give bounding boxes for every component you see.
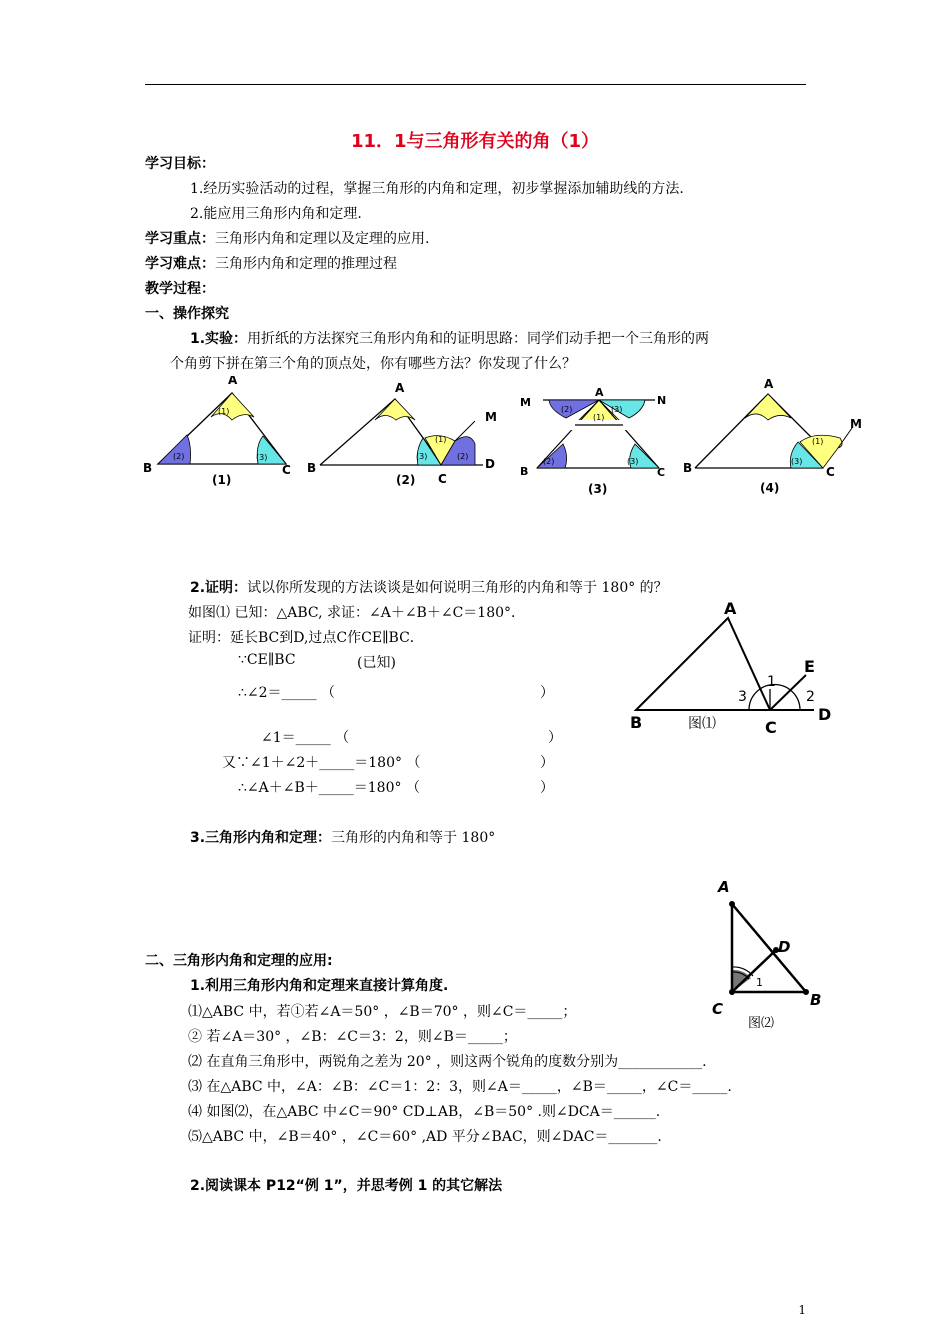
fig3-angle-2: (2) xyxy=(561,405,573,414)
fig2-app-caption: 图⑵ xyxy=(748,1016,775,1031)
page-number: 1 xyxy=(798,1303,806,1317)
question-6: ⑸△ABC 中，∠B＝40° ，∠C＝60° ,AD 平分∠BAC，则∠DAC＝_______. xyxy=(188,1129,662,1145)
goal-item-2: 2.能应用三角形内角和定理. xyxy=(190,206,362,222)
proof-step-3: ∠1＝_____ （ xyxy=(261,730,350,746)
fig2-label-b: B xyxy=(307,461,317,475)
fig2-app-label-b: B xyxy=(810,991,822,1009)
experiment-line1 xyxy=(190,328,709,348)
fig2-caption: (2) xyxy=(396,473,416,487)
fig3-angle-3b: (3) xyxy=(627,457,639,466)
section1-heading: 一、操作探究 xyxy=(145,306,229,322)
fold-figure-3 xyxy=(515,378,675,500)
fig1-angle-3: (3) xyxy=(256,453,268,462)
proof-fig-angle-3: 3 xyxy=(738,689,747,705)
fig2-label-c: C xyxy=(438,472,447,486)
proof-step-5-close: ） xyxy=(540,780,554,796)
fig2-angle-1: (1) xyxy=(435,435,447,444)
fig2-angle-2: (2) xyxy=(457,452,469,461)
goal-item-1: 1.经历实验活动的过程，掌握三角形的内角和定理，初步掌握添加辅助线的方法. xyxy=(190,181,684,197)
experiment-label: 1.实验： xyxy=(190,331,248,347)
proof-step-5: ∴∠A＋∠B＋_____＝180° （ xyxy=(238,780,420,796)
fig4-label-c: C xyxy=(826,465,835,479)
fig3-angle-1: (1) xyxy=(593,413,605,422)
proof-line xyxy=(190,577,668,597)
question-3: ⑵ 在直角三角形中，两锐角之差为 20° ，则这两个锐角的度数分别为____________. xyxy=(188,1054,707,1070)
fold-figure-1 xyxy=(140,376,300,491)
fig2-label-m: M xyxy=(485,410,497,424)
fig1-label-b: B xyxy=(143,461,153,475)
fig3-label-c: C xyxy=(657,466,666,479)
proof-intro: 证明：延长BC到D,过点C作CE∥BC． xyxy=(188,630,424,646)
fig1-label-a: A xyxy=(228,376,238,387)
fold-figure-4 xyxy=(680,376,865,501)
theorem-text: 三角形的内角和等于 180° xyxy=(331,830,496,846)
process-label: 教学过程： xyxy=(145,281,215,297)
fig4-angle-3: (3) xyxy=(791,457,803,466)
fig4-label-b: B xyxy=(683,461,693,475)
proof-given: 如图⑴ 已知：△ABC, 求证：∠A＋∠B＋∠C＝180°． xyxy=(188,605,526,621)
proof-fig-label-e: E xyxy=(804,657,815,676)
proof-step-1: ∵CE∥BC xyxy=(238,652,296,668)
proof-fig-caption: 图⑴ xyxy=(688,716,716,732)
proof-fig-angle-1: 1 xyxy=(767,674,776,690)
question-1: ⑴△ABC 中，若①若∠A＝50° ，∠B＝70° ，则∠C＝_____； xyxy=(188,1004,577,1020)
difficulty-line xyxy=(145,253,397,273)
experiment-text: 用折纸的方法探究三角形内角和的证明思路：同学们动手把一个三角形的两 xyxy=(247,331,710,347)
fig4-label-m: M xyxy=(850,417,862,431)
proof-question: 试以你所发现的方法谈谈是如何说明三角形的内角和等于 180° 的？ xyxy=(247,580,668,596)
goals-label: 学习目标： xyxy=(145,156,215,172)
fig3-label-n: N xyxy=(657,394,667,407)
fig1-angle-2: (2) xyxy=(173,452,185,461)
proof-fig-angle-2: 2 xyxy=(806,689,815,705)
proof-step-2: ∴∠2＝_____ （ xyxy=(238,685,335,701)
fig3-label-a: A xyxy=(595,386,604,399)
section2-heading: 二、三角形内角和定理的应用: xyxy=(145,953,333,969)
proof-figure-1 xyxy=(622,600,842,740)
fig2-app-label-c: C xyxy=(712,1000,724,1018)
fig2-app-label-d: D xyxy=(778,938,791,956)
proof-step-1-reason: (已知) xyxy=(357,655,396,671)
fig2-label-a: A xyxy=(395,381,405,395)
difficulty-text: 三角形内角和定理的推理过程 xyxy=(215,256,397,272)
question-4: ⑶ 在△ABC 中，∠A：∠B：∠C＝1：2：3，则∠A＝_____，∠B＝_____，∠C＝_____. xyxy=(188,1079,732,1095)
fig1-caption: (1) xyxy=(212,473,232,487)
proof-step-3-close: ） xyxy=(548,730,562,746)
application-figure-2 xyxy=(706,872,836,1037)
proof-step-4: 又∵∠1＋∠2＋_____＝180° （ xyxy=(222,755,421,771)
proof-fig-label-b: B xyxy=(630,713,643,732)
fig2-label-d: D xyxy=(485,457,495,471)
fig3-label-m: M xyxy=(520,396,531,409)
proof-fig-label-d: D xyxy=(818,705,832,724)
proof-fig-label-c: C xyxy=(765,718,777,737)
focus-label: 学习重点： xyxy=(145,231,215,247)
fig4-label-a: A xyxy=(764,377,774,391)
fig1-angle-1: (1) xyxy=(218,407,230,416)
fig2-angle-3: (3) xyxy=(416,452,428,461)
fig3-angle-2b: (2) xyxy=(543,457,555,466)
header-rule xyxy=(145,84,806,85)
theorem-label: 3.三角形内角和定理： xyxy=(190,830,332,846)
fig4-caption: (4) xyxy=(760,481,780,495)
fig3-caption: (3) xyxy=(588,482,608,496)
question-5: ⑷ 如图⑵，在△ABC 中∠C＝90° CD⊥AB，∠B＝50° .则∠DCA＝______. xyxy=(188,1104,661,1120)
focus-text: 三角形内角和定理以及定理的应用. xyxy=(215,231,430,247)
experiment-line2: 个角剪下拼在第三个角的顶点处，你有哪些方法？你发现了什么？ xyxy=(170,356,576,372)
fig3-label-b: B xyxy=(520,465,529,478)
proof-fig-label-a: A xyxy=(724,600,737,618)
proof-label: 2.证明： xyxy=(190,580,248,596)
page-title: 11．1与三角形有关的角（1） xyxy=(350,131,600,152)
fig1-label-c: C xyxy=(282,463,291,477)
theorem-line xyxy=(190,827,495,847)
fig2-app-angle-1: 1 xyxy=(756,976,763,989)
section2-sub1: 1.利用三角形内角和定理来直接计算角度. xyxy=(190,978,449,994)
focus-line xyxy=(145,228,429,248)
proof-step-4-close: ） xyxy=(540,755,554,771)
fig4-angle-1: (1) xyxy=(812,437,824,446)
fold-figure-2 xyxy=(305,376,505,491)
section2-sub2: 2.阅读课本 P12“例 1”，并思考例 1 的其它解法 xyxy=(190,1178,503,1194)
difficulty-label: 学习难点： xyxy=(145,256,215,272)
fig3-angle-3: (3) xyxy=(611,405,623,414)
fig2-app-label-a: A xyxy=(718,878,730,896)
question-2: ② 若∠A＝30° ，∠B：∠C＝3：2，则∠B＝_____； xyxy=(188,1029,517,1045)
proof-step-2-close: ） xyxy=(540,685,554,701)
